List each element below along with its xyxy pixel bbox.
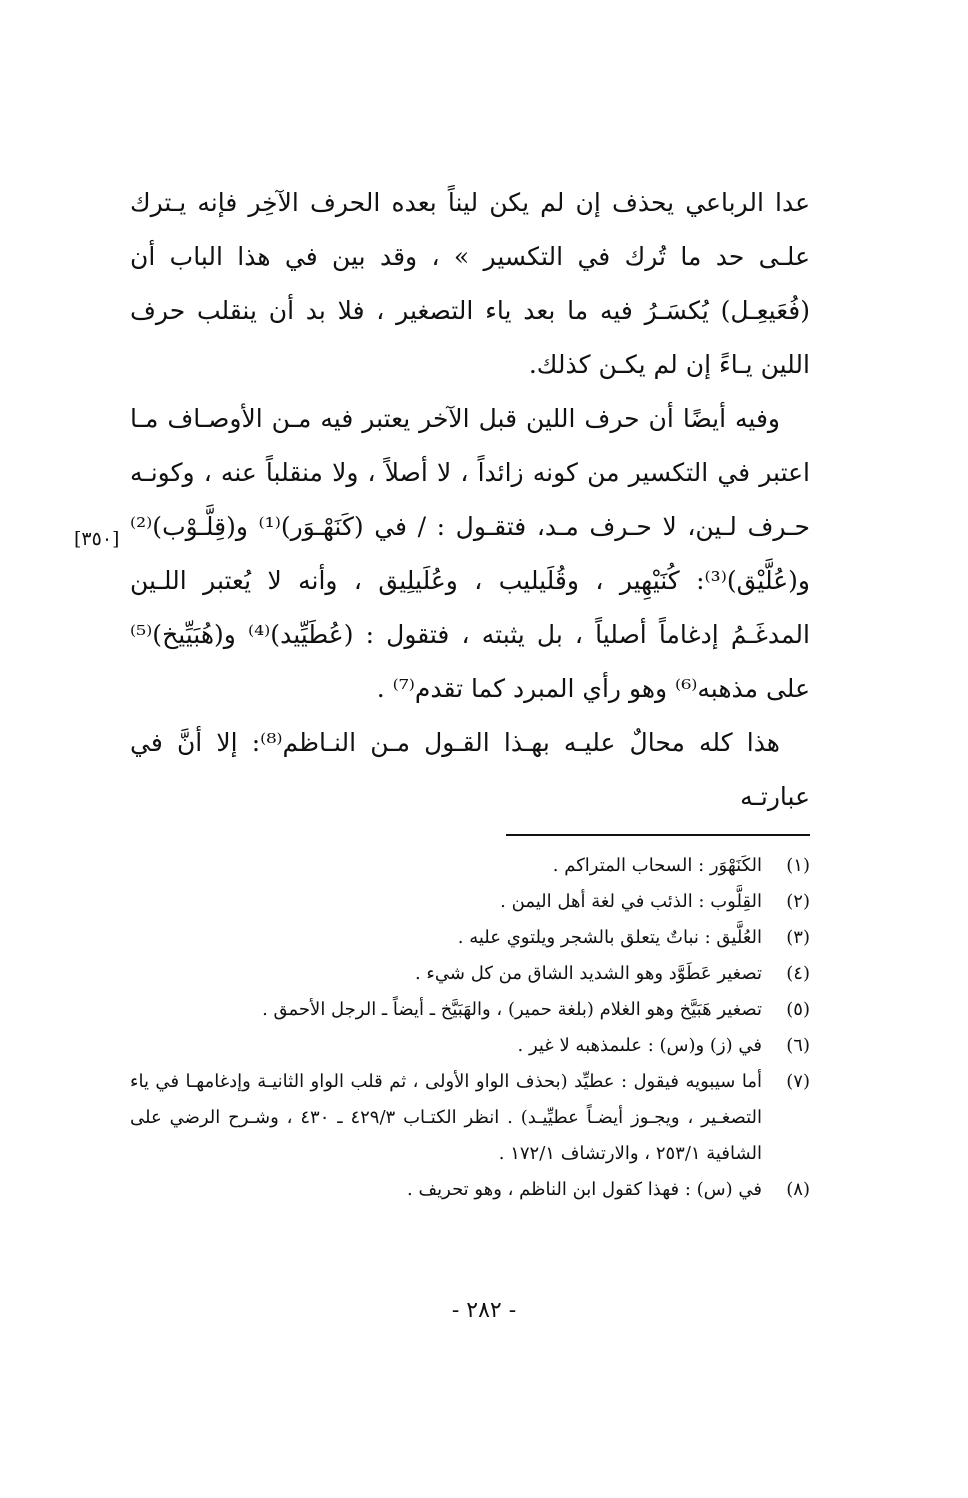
footnote-number: (٥) — [786, 999, 810, 1020]
footnote-number: (٧) — [786, 1071, 810, 1092]
footnote-item — [130, 848, 810, 884]
footnote-text: تصغير عَطَوَّد وهو الشديد الشاق من كل شيء . — [414, 963, 762, 984]
paragraph-3: هذا كله محالٌ عليـه بهـذا القـول مـن النـاظم⁽⁸⁾: إلا أنَّ في عبارتـه — [130, 728, 810, 811]
footnote-text: في (س) : فهذا كقول ابن الناظم ، وهو تحريف . — [407, 1179, 762, 1200]
paragraph-2: وفيه أيضًا أن حرف اللين قبل الآخر يعتبر فيه مـن الأوصـاف مـا اعتبر في التكسير من كونه زائداً ، لا أصلاً ، ولا منقلباً عنه ، وكونـه حـرف لـين، لا حـرف مـد، فتقـول : / في (كَنَهْـوَر)⁽¹⁾ و(قِلَّـوْب)⁽²⁾ و(عُلَّيْق)⁽³⁾: كُنَيْهِير ، وقُلَيليب ، وعُلَيلِيق ، وأنه لا يُعتبر اللـين المدغَـمُ إدغاماً أصلياً ، بل يثبته ، فتقول : (عُطَيِّيد)⁽⁴⁾ و(هُبَيِّيخ)⁽⁵⁾ على مذهبه⁽⁶⁾ وهو رأي المبرد كما تقدم⁽⁷⁾ . — [130, 404, 811, 703]
footnote-number: (٢) — [786, 891, 810, 912]
footnote-item — [130, 1172, 810, 1208]
footnote-number: (٤) — [786, 963, 810, 984]
main-text — [130, 176, 810, 824]
footnote-separator — [506, 834, 810, 836]
footnote-text: العُلَّيق : نباتٌ يتعلق بالشجر ويلتوي عليه . — [457, 927, 762, 948]
footnote-text: القِلَّوب : الذئب في لغة أهل اليمن . — [500, 891, 762, 912]
margin-page-reference: [٣٥٠] — [74, 528, 120, 550]
page-number: - ٢٨٢ - — [451, 1298, 517, 1323]
footnotes — [130, 848, 810, 1208]
footnote-item — [130, 956, 810, 992]
footnote-text: الكَنَهْوَر : السحاب المتراكم . — [552, 855, 762, 876]
footnote-item — [130, 920, 810, 956]
footnote-text: في (ز) و(س) : علىمذهبه لا غير . — [517, 1035, 762, 1056]
footnote-text: تصغير هَبَيَّخ وهو الغلام (بلغة حمير) ، والهَبَيَّخ ـ أيضاً ـ الرجل الأحمق . — [262, 999, 762, 1020]
footnote-text: أما سيبويه فيقول : عطيِّد (بحذف الواو الأولى ، ثم قلب الواو الثانيـة وإدغامهـا في ياء التصغـير ، ويجـوز أيضـاً عطيِّيـد) . انظر الكتـاب ٤٢٩/٣ ـ ٤٣٠ ، وشـرح الرضي على الشافية ٢٥٣/١ ، والارتشاف ١٧٢/١ . — [130, 1071, 763, 1164]
footnote-number: (٨) — [786, 1179, 810, 1200]
footnote-item — [130, 1028, 810, 1064]
footnote-item — [130, 992, 810, 1028]
footnote-number: (١) — [786, 855, 810, 876]
footnote-item — [130, 1064, 810, 1172]
footnote-item — [130, 884, 810, 920]
footnote-number: (٦) — [786, 1035, 810, 1056]
paragraph-1: عدا الرباعي يحذف إن لم يكن ليناً بعده الحرف الآخِر فإنه يـترك علـى حد ما تُرك في التكسير » ، وقد بين في هذا الباب أن (فُعَيعِـل) يُكسَـرُ فيه ما بعد ياء التصغير ، فلا بد أن ينقلب حرف اللين يـاءً إن لم يكـن كذلك. — [130, 188, 810, 379]
footnote-number: (٣) — [786, 927, 810, 948]
